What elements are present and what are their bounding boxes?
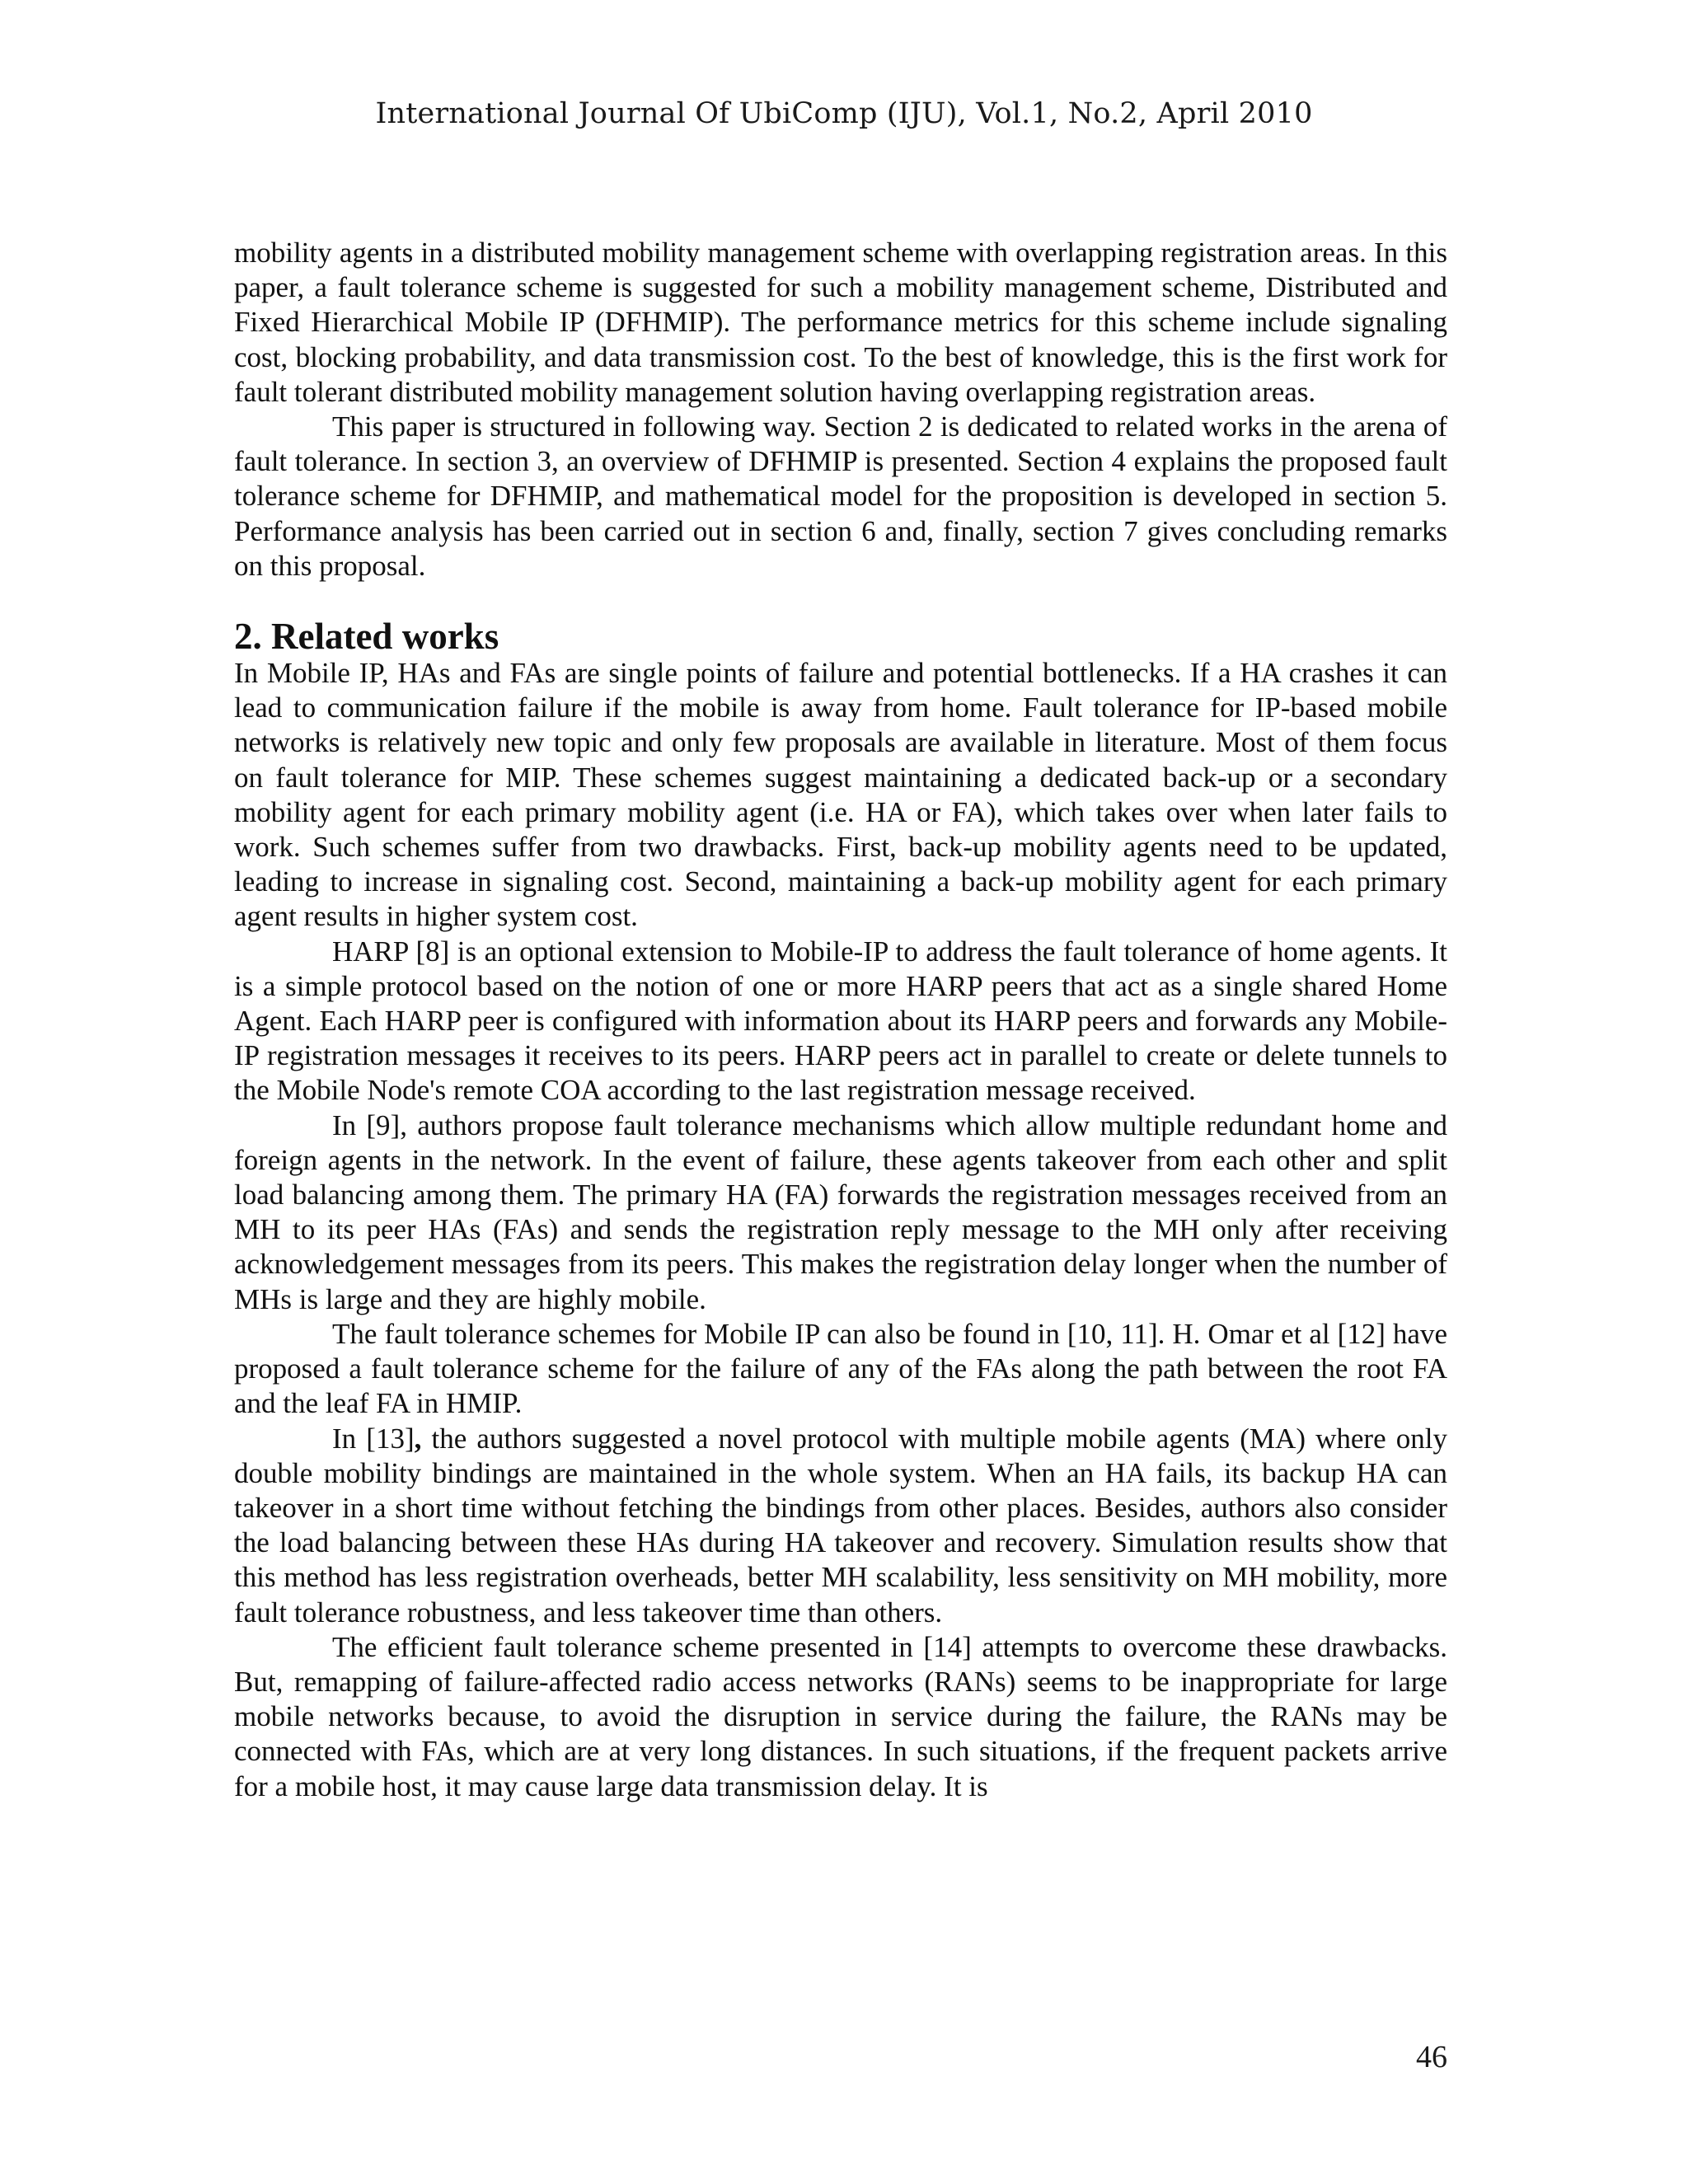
related-works-paragraph-2: HARP [8] is an optional extension to Mobile-IP to address the fault tolerance of home agents. It is a simple protocol based on the notion of one or more HARP peers that act as a single shared Home Agent. Each HARP peer is configured with information about its HARP peers and forwards any Mobile-IP registration messages it receives to its peers. HARP peers act in parallel to create or delete tunnels to the Mobile Node's remote COA according to the last registration message received.: [234, 935, 1447, 1107]
paragraph-5-lead: In [13]: [332, 1422, 415, 1455]
intro-paragraph-2: This paper is structured in following way. Section 2 is dedicated to related works in the arena of fault tolerance. In section 3, an overview of DFHMIP is presented. Section 4 explains the proposed fault tolerance scheme for DFHMIP, and mathematical model for the proposition is developed in section 5. Performance analysis has been carried out in section 6 and, finally, section 7 gives concluding remarks on this proposal.: [234, 410, 1447, 582]
related-works-paragraph-5: [234, 1422, 1447, 1630]
related-works-paragraph-1: In Mobile IP, HAs and FAs are single points of failure and potential bottlenecks. If a HA crashes it can lead to communication failure if the mobile is away from home. Fault tolerance for IP-based mobile networks is relatively new topic and only few proposals are available in literature. Most of them focus on fault tolerance for MIP. These schemes suggest maintaining a dedicated back-up or a secondary mobility agent for each primary mobility agent (i.e. HA or FA), which takes over when later fails to work. Such schemes suffer from two drawbacks. First, back-up mobility agents need to be updated, leading to increase in signaling cost. Second, maintaining a back-up mobility agent for each primary agent results in higher system cost.: [234, 657, 1447, 933]
section-heading-related-works: 2. Related works: [234, 616, 499, 658]
paragraph-5-bold-comma: ,: [414, 1422, 422, 1455]
related-works-paragraph-3: In [9], authors propose fault tolerance mechanisms which allow multiple redundant home and foreign agents in the network. In the event of failure, these agents takeover from each other and split load balancing among them. The primary HA (FA) forwards the registration messages received from an MH to its peer HAs (FAs) and sends the registration reply message to the MH only after receiving acknowledgement messages from its peers. This makes the registration delay longer when the number of MHs is large and they are highly mobile.: [234, 1108, 1447, 1315]
paragraph-5-rest: the authors suggested a novel protocol with multiple mobile agents (MA) where only double mobility bindings are maintained in the whole system. When an HA fails, its backup HA can takeover in a short time without fetching the bindings from other places. Besides, authors also consider the load balancing between these HAs during HA takeover and recovery. Simulation results show that this method has less registration overheads, better MH scalability, less sensitivity on MH mobility, more fault tolerance robustness, and less takeover time than others.: [234, 1422, 1447, 1629]
body-text: [234, 236, 1447, 1804]
page-number: 46: [1416, 2040, 1447, 2074]
related-works-paragraph-4: The fault tolerance schemes for Mobile IP can also be found in [10, 11]. H. Omar et al [12] have proposed a fault tolerance scheme for the failure of any of the FAs along the path between the root FA and the leaf FA in HMIP.: [234, 1317, 1447, 1420]
related-works-paragraph-6: The efficient fault tolerance scheme presented in [14] attempts to overcome these drawbacks. But, remapping of failure-affected radio access networks (RANs) seems to be inappropriate for large mobile networks because, to avoid the disruption in service during the failure, the RANs may be connected with FAs, which are at very long distances. In such situations, if the frequent packets arrive for a mobile host, it may cause large data transmission delay. It is: [234, 1630, 1447, 1802]
running-header: International Journal Of UbiComp (IJU), Vol.1, No.2, April 2010: [375, 97, 1313, 130]
intro-paragraph-1: mobility agents in a distributed mobility management scheme with overlapping registration areas. In this paper, a fault tolerance scheme is suggested for such a mobility management scheme, Distributed and Fixed Hierarchical Mobile IP (DFHMIP). The performance metrics for this scheme include signaling cost, blocking probability, and data transmission cost. To the best of knowledge, this is the first work for fault tolerant distributed mobility management solution having overlapping registration areas.: [234, 237, 1447, 408]
